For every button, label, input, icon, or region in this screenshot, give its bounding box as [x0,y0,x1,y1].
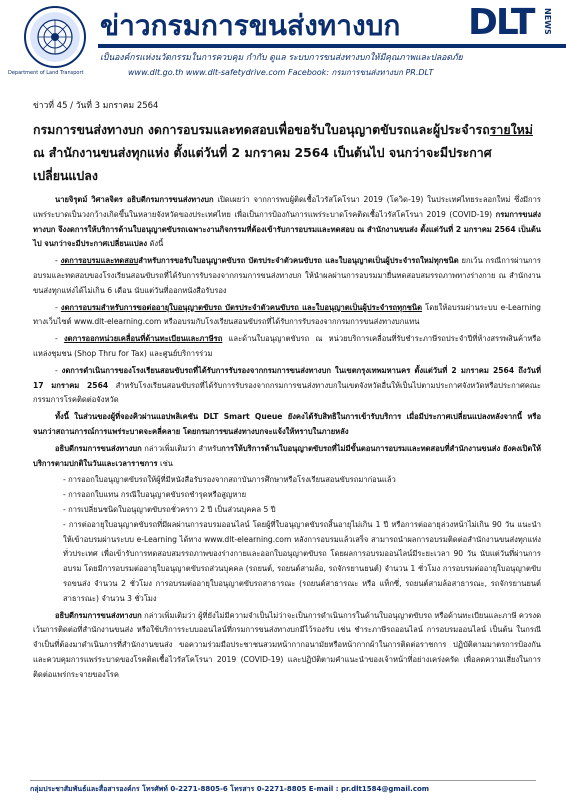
headline-line1: กรมการขนส่งทางบก งดการอบรมและทดสอบเพื่อขอรับใบอนุญาตขับรถและผู้ประจำรถ [33,122,490,137]
item-2-text: โดยให้อบรมผ่านระบบ e-Learning ทางเว็บไซต์ www.dlt-elearning.com หรืออบรมกับโรงเรียนสอนขับรถที่ได้รับการรับรองจากกรมการขนส่งทางบกแทน [33,302,541,327]
paragraph-intro [33,193,541,252]
headline-line2: ณ สำนักงานขนส่งทุกแห่ง ตั้งแต่วันที่ 2 มกราคม 2564 เป็นต้นไป จนกว่าจะมีประกาศ [33,145,492,160]
closing-lead: อธิบดีกรมการขนส่งทางบก [55,610,142,620]
bullet-item: - การออกใบอนุญาตขับรถให้ผู้ที่มีหนังสือรับรองจากสถาบันการศึกษาหรือโรงเรียนสอนขับรถมาก่อนแล้ว [63,475,396,485]
services-bold: การให้บริการด้านใบอนุญาตขับรถที่ไม่มีขั้นตอนการอบรมและทดสอบที่สำนักงานขนส่ง ยังคงเปิดให้บริการตามปกติในวันและเวลาราชการ [33,443,541,468]
intro-lead: นายจิรุตม์ วิศาลจิตร อธิบดีกรมการขนส่งทางบก [55,195,214,204]
press-release-body [33,98,541,685]
item-4-text: สำหรับโรงเรียนสอนขับรถที่ได้รับการรับรองจากกรมการขนส่งทางบกในเขตจังหวัดอื่นให้เป็นไปตามประกาศจังหวัดหรือประกาศคณะกรรมการโรคติดต่อจังหวัด [33,380,541,405]
item-3: - งดการออกหน่วยเคลื่อนที่ด้านทะเบียนและภาษีรถ และด้านใบอนุญาตขับรถ ณ หน่วยบริการเคลื่อนที่รับชำระภาษีรถประจำปีที่ห้างสรรพสินค้าหรือแหล่งชุมชน (Shop Thru for Tax) และศูนย์บริการร่วม [33,334,541,358]
intro-tail: ดังนี้ [147,239,164,249]
services-text: กล่าวเพิ่มเติมว่า สำหรับ [141,443,222,453]
news-number: ข่าวที่ 45 / วันที่ 3 มกราคม 2564 [33,101,159,111]
item-3-text: และด้านใบอนุญาตขับรถ ณ หน่วยบริการเคลื่อนที่รับชำระภาษีรถประจำปีที่ห้างสรรพสินค้าหรือแหล่งชุมชน (Shop Thru for Tax) และศูนย์บริการร่วม [33,334,541,358]
paragraph-services [33,442,541,472]
footer-contact: กลุ่มประชาสัมพันธ์และสื่อสารองค์กร โทรศัพท์ 0-2271-8805-6 โทรสาร 0-2271-8805 E-mail : pr.dlt1584@gmail.com [30,780,536,795]
intro-bold: กรมการขนส่งทางบก จึงงดการให้บริการด้านใบอนุญาตขับรถเฉพาะงานกิจกรรมที่ต้องเข้ารับการอบรมและทดสอบ ณ สำนักงานขนส่ง ตั้งแต่วันที่ 2 มกราคม 2564 เป็นต้นไป จนกว่าจะมีประกาศเปลี่ยนแปลง [33,209,541,249]
item-4: - งดการดำเนินการของโรงเรียนสอนขับรถที่ได้รับการรับรองจากกรมการขนส่งทางบก ในเขตกรุงเทพมหานคร ตั้งแต่วันที่ 2 มกราคม 2564 ถึงวันที่ 17 มกราคม 2564 สำหรับโรงเรียนสอนขับรถที่ได้รับการรับรองจากกรมการขนส่งทางบกในเขตจังหวัดอื่นให้เป็นไปตามประกาศจังหวัดหรือประกาศคณะกรรมการโรคติดต่อจังหวัด [33,365,541,405]
headline-underlined: รายใหม่ [489,122,533,137]
header-rule [98,44,566,48]
item-3-head: งดการออกหน่วยเคลื่อนที่ด้านทะเบียนและภาษีรถ [63,334,223,344]
item-1: - งดการอบรมและทดสอบสำหรับการขอรับใบอนุญาตขับรถ บัตรประจำตัวคนขับรถ และใบอนุญาตเป็นผู้ประจำรถใหม่ทุกชนิด ยกเว้น กรณีการผ่านการอบรมและทดสอบของโรงเรียนสอนขับรถที่ได้รับการรับรองจากกรมการขนส่งทางบก ให้นำผลผ่านการอบรมมายื่นทดสอบสมรรถภาพทางร่างกาย ณ สำนักงานขนส่งทุกแห่งได้ไม่เกิน 6 เดือน นับแต่วันที่ออกหนังสือรับรอง [33,256,541,295]
item-1-bold: สำหรับการขอรับใบอนุญาตขับรถ บัตรประจำตัวคนขับรถ และใบอนุญาตเป็นผู้ประจำรถใหม่ทุกชนิด [138,256,459,266]
header-websites: www.dlt.go.th www.dlt-safetydrive.com Facebook: กรมการขนส่งทางบก PR.DLT [128,68,434,77]
headline [33,118,541,187]
services-lead: อธิบดีกรมการขนส่งทางบก [55,443,142,453]
newsletter-title: ข่าวกรมการขนส่งทางบก [100,9,401,42]
bullet-item-renewal: - การต่ออายุใบอนุญาตขับรถที่มีผลผ่านการอบรมออนไลน์ โดยผู้ที่ใบอนุญาตขับรถสิ้นอายุไม่เกิน 1 ปี หรือการต่ออายุล่วงหน้าไม่เกิน 90 วัน แนะนำให้เข้าอบรมผ่านระบบ e-Learning ได้ทาง www.dlt-elearning.com หลังการอบรมแล้วเสร็จ สามารถนำผลการอบรมติดต่อสำนักงานขนส่งทุกแห่งทั่วประเทศ เพื่อเข้ารับการทดสอบสมรรถภาพของร่างกายและออกใบอนุญาตขับรถ โดยผลการอบรมออนไลน์มีระยะเวลา 90 วัน นับแต่วันที่ผ่านการอบรม โดยมีการอบรมต่ออายุใบอนุญาตขับรถส่วนบุคคล (รถยนต์, รถยนต์สามล้อ, รถจักรยานยนต์) จำนวน 1 ชั่วโมง การอบรมต่ออายุใบอนุญาตขับรถขนส่ง จำนวน 2 ชั่วโมง การอบรมต่ออายุใบอนุญาตขับรถสาธารณะ (รถยนต์สาธารณะ หรือ แท็กซี่, รถยนต์สามล้อสาธารณะ, รถจักรยานยนต์สาธารณะ) จำนวน 3 ชั่วโมง [63,519,541,603]
closing-text: กล่าวเพิ่มเติมว่า ผู้ที่ยังไม่มีความจำเป็นไม่ว่าจะเป็นการดำเนินการในด้านใบอนุญาตขับรถ หรือด้านทะเบียนและภาษี ควรงดเว้นการติดต่อที่สำนักงานขนส่ง หรือใช้บริการระบบออนไลน์ที่กรมการขนส่งทางบกมีไว้รองรับ เช่น ชำระภาษีรถออนไลน์ การอบรมออนไลน์ เป็นต้น ในกรณีจำเป็นที่ต้องมาดำเนินการที่สำนักงานขนส่ง ขอความร่วมมือประชาชนสวมหน้ากากอนามัยหรือหน้ากากผ้าในการติดต่อราชการ ปฏิบัติตามมาตรการป้องกันและควบคุมการแพร่ระบาดของโรคติดเชื้อไวรัสโคโรนา 2019 (COVID-19) และปฏิบัติตามคำแนะนำของเจ้าหน้าที่อย่างเคร่งครัด เพื่อลดความเสี่ยงในการติดต่อแพร่กระจายของโรค [33,610,541,679]
intro-text: เปิดเผยว่า จากการพบผู้ติดเชื้อไวรัสโคโรนา 2019 (โควิด-19) ในประเทศไทยระลอกใหม่ ซึ่งมีการแพร่ระบาดเป็นวงกว้างเกิดขึ้นในหลายจังหวัดของประเทศไทย เพื่อเป็นการป้องกันการแพร่ระบาดโรคติดเชื้อไวรัสโคโรนา 2019 (COVID-19) [33,195,541,219]
department-seal-icon [24,6,86,68]
bullet-item: - การเปลี่ยนชนิดใบอนุญาตขับรถชั่วคราว 2 ปี เป็นส่วนบุคคล 5 ปี [63,504,276,514]
item-1-text: ยกเว้น กรณีการผ่านการอบรมและทดสอบของโรงเรียนสอนขับรถที่ได้รับการรับรองจากกรมการขนส่งทางบก ให้นำผลผ่านการอบรมมายื่นทดสอบสมรรถภาพทางร่างกาย ณ สำนักงานขนส่งทุกแห่งได้ไม่เกิน 6 เดือน นับแต่วันที่ออกหนังสือรับรอง [33,256,541,295]
letterhead [0,0,566,92]
services-tail: เช่น [157,458,173,468]
item-1-head: งดการอบรมและทดสอบ [60,256,139,266]
item-4-bold: งดการดำเนินการของโรงเรียนสอนขับรถที่ได้รับการรับรองจากกรมการขนส่งทางบก ในเขตกรุงเทพมหานคร ตั้งแต่วันที่ 2 มกราคม 2564 ถึงวันที่ 17 มกราคม 2564 [33,365,541,390]
header-tagline: เป็นองค์กรแห่งนวัตกรรมในการควบคุม กำกับ ดูแล ระบบการขนส่งทางบกให้มีคุณภาพและปลอดภัย [100,53,463,63]
item-2-head: งดการอบรมสำหรับการขอต่ออายุใบอนุญาตขับรถ บัตรประจำตัวคนขับรถ และใบอนุญาตเป็นผู้ประจำรถทุกชนิด [60,302,423,312]
dlt-logo: DLT [468,2,534,43]
seal-caption: Department of Land Transport [8,70,84,76]
item-2: - งดการอบรมสำหรับการขอต่ออายุใบอนุญาตขับรถ บัตรประจำตัวคนขับรถ และใบอนุญาตเป็นผู้ประจำรถทุกชนิด โดยให้อบรมผ่านระบบ e-Learning ทางเว็บไซต์ www.dlt-elearning.com หรืออบรมกับโรงเรียนสอนขับรถที่ได้รับการรับรองจากกรมการขนส่งทางบกแทน [33,302,541,327]
headline-line3: เปลี่ยนแปลง [33,168,98,183]
news-logo-text: NEWS [543,8,552,35]
paragraph-smart-queue: ทั้งนี้ ในส่วนของผู้ที่จองคิวผ่านแอปพลิเคชัน DLT Smart Queue ยังคงได้รับสิทธิในการเข้ารับบริการ เมื่อมีประกาศเปลี่ยนแปลงหลังจากนี้ หรือจนกว่าสถานการณ์การแพร่ระบาดจะคลี่คลาย โดยกรมการขนส่งทางบกจะแจ้งให้ทราบในภายหลัง [33,412,541,436]
paragraph-closing [33,609,541,683]
bullet-item: - การออกใบแทน กรณีใบอนุญาตขับรถชำรุดหรือสูญหาย [63,490,247,500]
